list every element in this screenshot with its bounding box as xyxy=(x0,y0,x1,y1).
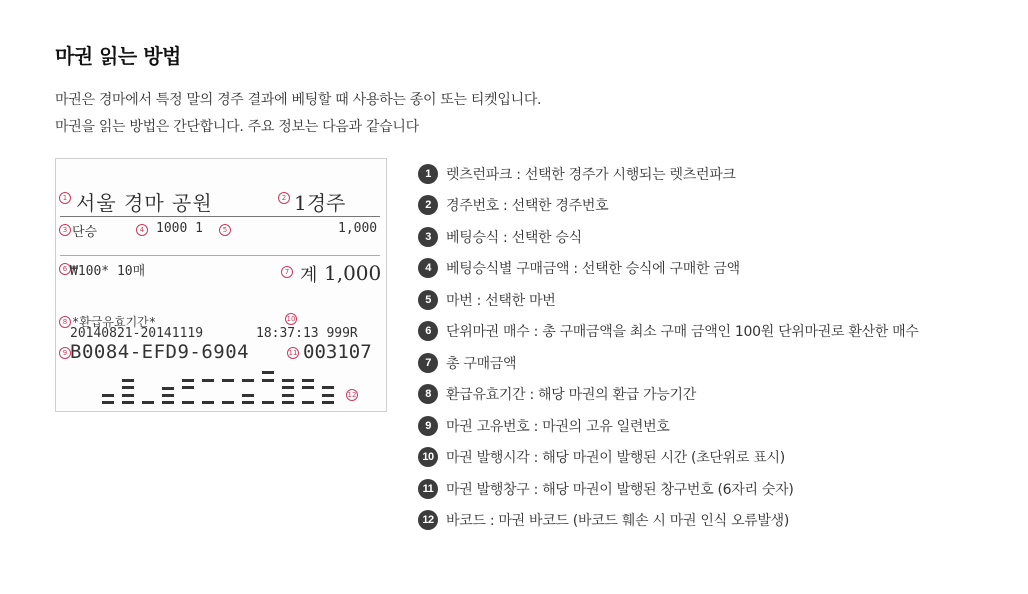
ticket-code: B0084-EFD9-6904 xyxy=(70,341,250,363)
ticket-marker-8: 8 xyxy=(59,316,71,328)
ticket-refund-period: 20140821-20141119 xyxy=(70,326,204,341)
legend-number-badge: 4 xyxy=(418,258,438,278)
ticket-marker-2: 2 xyxy=(278,192,290,204)
intro-line-2: 마권을 읽는 방법은 간단합니다. 주요 정보는 다음과 같습니다 xyxy=(55,119,419,135)
ticket-total-label: 계 xyxy=(300,265,318,286)
legend-item-ticket-id xyxy=(418,410,919,442)
intro-text xyxy=(55,87,541,141)
legend-number-badge: 10 xyxy=(418,447,438,467)
legend-number-badge: 6 xyxy=(418,321,438,341)
ticket-window-code: 003107 xyxy=(303,341,372,363)
ticket-unit-count: ₩100* 10매 xyxy=(70,264,146,279)
legend-number-badge: 2 xyxy=(418,195,438,215)
legend-number-badge: 9 xyxy=(418,416,438,436)
legend-item-bet-amount xyxy=(418,253,919,285)
ticket-marker-10: 10 xyxy=(286,315,296,323)
legend-text: 바코드 : 마권 바코드 (바코드 훼손 시 마권 인식 오류발생) xyxy=(446,513,790,530)
ticket-refund-label: *환급유효기간* xyxy=(72,315,157,329)
ticket-line-amount: 1,000 xyxy=(338,221,378,236)
legend-list xyxy=(418,158,919,536)
ticket-race: 1경주 xyxy=(294,191,346,215)
legend-item-refund-period xyxy=(418,379,919,411)
legend-item-venue xyxy=(418,158,919,190)
legend-text: 마번 : 선택한 마번 xyxy=(446,292,556,309)
ticket-barcode xyxy=(102,369,348,411)
legend-number-badge: 12 xyxy=(418,510,438,530)
ticket-divider-2 xyxy=(60,255,380,256)
legend-text: 단위마권 매수 : 총 구매금액을 최소 구매 금액인 100원 단위마권로 환산한 매수 xyxy=(446,324,919,341)
ticket-total-amount: 1,000 xyxy=(324,261,382,285)
legend-text: 마권 고유번호 : 마권의 고유 일련번호 xyxy=(446,418,670,435)
legend-number-badge: 1 xyxy=(418,164,438,184)
ticket-marker-7: 7 xyxy=(281,266,293,278)
ticket-marker-3: 3 xyxy=(59,224,71,236)
ticket-bet-type: 단승 xyxy=(72,225,98,240)
legend-item-issue-window xyxy=(418,473,919,505)
legend-item-total-amount xyxy=(418,347,919,379)
ticket-divider-1 xyxy=(60,216,380,217)
legend-item-issue-time xyxy=(418,442,919,474)
ticket-image xyxy=(55,158,387,412)
legend-text: 베팅승식 : 선택한 승식 xyxy=(446,229,582,246)
legend-item-race-number xyxy=(418,190,919,222)
ticket-venue: 서울 경마 공원 xyxy=(76,191,213,215)
ticket-marker-11: 11 xyxy=(288,349,298,357)
legend-item-barcode xyxy=(418,505,919,537)
legend-text: 마권 발행창구 : 해당 마권이 발행된 창구번호 (6자리 숫자) xyxy=(446,481,794,498)
legend-number-badge: 8 xyxy=(418,384,438,404)
legend-text: 베팅승식별 구매금액 : 선택한 승식에 구매한 금액 xyxy=(446,261,740,278)
legend-item-unit-count xyxy=(418,316,919,348)
legend-text: 총 구매금액 xyxy=(446,355,517,372)
legend-number-badge: 11 xyxy=(418,479,438,499)
legend-text: 렛츠런파크 : 선택한 경주가 시행되는 렛츠런파크 xyxy=(446,166,736,183)
ticket-issue-time: 18:37:13 999R xyxy=(256,326,358,341)
legend-text: 경주번호 : 선택한 경주번호 xyxy=(446,198,609,215)
intro-line-1: 마권은 경마에서 특정 말의 경주 결과에 베팅할 때 사용하는 종이 또는 티켓입니다. xyxy=(55,92,542,108)
legend-item-bet-type xyxy=(418,221,919,253)
ticket-bet-line: 1000 1 xyxy=(156,221,203,236)
ticket-marker-9: 9 xyxy=(59,347,71,359)
ticket-marker-5: 5 xyxy=(219,224,231,236)
legend-number-badge: 5 xyxy=(418,290,438,310)
ticket-marker-12: 12 xyxy=(347,391,357,399)
legend-item-horse-number xyxy=(418,284,919,316)
legend-text: 마권 발행시각 : 해당 마권이 발행된 시간 (초단위로 표시) xyxy=(446,450,785,467)
ticket-marker-4: 4 xyxy=(136,224,148,236)
legend-number-badge: 7 xyxy=(418,353,438,373)
legend-text: 환급유효기간 : 해당 마권의 환급 가능기간 xyxy=(446,387,696,404)
legend-number-badge: 3 xyxy=(418,227,438,247)
ticket-marker-6: 6 xyxy=(59,263,71,275)
page-title: 마권 읽는 방법 xyxy=(55,44,181,68)
ticket-marker-1: 1 xyxy=(59,192,71,204)
